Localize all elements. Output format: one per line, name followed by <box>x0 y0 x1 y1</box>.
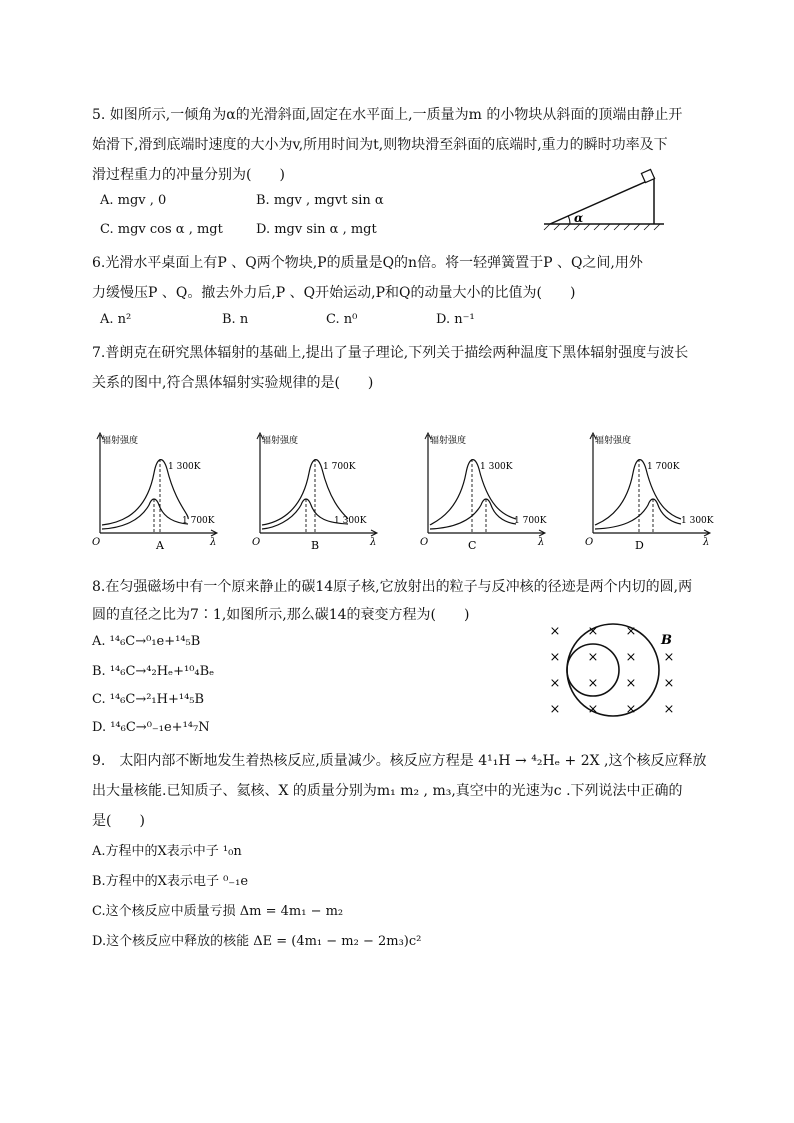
graph-origin: O <box>92 537 101 548</box>
graph-d <box>585 425 715 550</box>
q8-option-a: A. ¹⁴₆C→⁰₁e+¹⁴₅B <box>92 634 201 649</box>
field-cross: × <box>549 650 561 665</box>
graph-low-label: 1 700K <box>182 516 215 526</box>
graph-ylabel: 辐射强度 <box>102 436 139 446</box>
q9-line-1: 9. 太阳内部不断地发生着热核反应,质量减少。核反应方程是 4¹₁H → ⁴₂Hₑ + 2X ,这个核反应释放 <box>92 753 707 769</box>
graph-letter: A <box>156 539 164 550</box>
graph-xlabel: λ <box>210 537 217 548</box>
field-cross: × <box>587 676 599 691</box>
q8-option-b: B. ¹⁴₆C→⁴₂Hₑ+¹⁰₄Bₑ <box>92 664 215 679</box>
field-cross: × <box>549 676 561 691</box>
graph-ylabel: 辐射强度 <box>595 436 632 446</box>
q5-line-1: 5. 如图所示,一倾角为α的光滑斜面,固定在水平面上,一质量为m 的小物块从斜面的顶端由静止开 <box>92 107 683 123</box>
q8-option-c: C. ¹⁴₆C→²₁H+¹⁴₅B <box>92 692 205 707</box>
q6-line-2: 力缓慢压P 、Q。撤去外力后,P 、Q开始运动,P和Q的动量大小的比值为( ) <box>92 285 576 301</box>
graph-high-label: 1 700K <box>323 462 356 472</box>
graph-high-label: 1 300K <box>168 462 201 472</box>
graph-letter: D <box>635 539 644 550</box>
field-cross: × <box>625 702 637 717</box>
q6-line-1: 6.光滑水平桌面上有P 、Q两个物块,P的质量是Q的n倍。将一轻弹簧置于P 、Q之间,用外 <box>92 255 643 271</box>
magnetic-field-figure <box>545 620 685 720</box>
field-cross: × <box>587 624 599 639</box>
q9-option-c: C.这个核反应中质量亏损 Δm = 4m₁ − m₂ <box>92 904 344 919</box>
q5-option-c: C. mgv cos α , mgt <box>100 222 223 237</box>
q9-line-2: 出大量核能.已知质子、氦核、X 的质量分别为m₁ m₂ , m₃,真空中的光速为c .下列说法中正确的 <box>92 783 683 799</box>
q9-option-d: D.这个核反应中释放的核能 ΔE = (4m₁ − m₂ − 2m₃)c² <box>92 934 422 949</box>
field-cross: × <box>549 624 561 639</box>
graph-xlabel: λ <box>370 537 377 548</box>
field-cross: × <box>663 650 675 665</box>
field-cross: × <box>625 650 637 665</box>
q5-line-2: 始滑下,滑到底端时速度的大小为v,所用时间为t,则物块滑至斜面的底端时,重力的瞬时功率及下 <box>92 137 668 153</box>
q9-option-b: B.方程中的X表示电子 ⁰₋₁e <box>92 874 249 889</box>
field-cross: × <box>663 702 675 717</box>
q6-option-c: C. n⁰ <box>326 312 358 327</box>
graph-high-label: 1 700K <box>647 462 680 472</box>
graph-high-label: 1 300K <box>480 462 513 472</box>
graph-low-label: 1 300K <box>681 516 714 526</box>
graph-low-label: 1 300K <box>334 516 367 526</box>
field-cross: × <box>587 650 599 665</box>
q7-line-2: 关系的图中,符合黑体辐射实验规律的是( ) <box>92 375 374 391</box>
field-cross: × <box>625 624 637 639</box>
field-cross: × <box>625 676 637 691</box>
graph-low-label: 1 700K <box>514 516 547 526</box>
field-cross: × <box>663 676 675 691</box>
graph-origin: O <box>585 537 594 548</box>
q9-line-3: 是( ) <box>92 813 145 829</box>
q8-line-1: 8.在匀强磁场中有一个原来静止的碳14原子核,它放射出的粒子与反冲核的径迹是两个内切的圆,两 <box>92 579 693 595</box>
q5-option-a: A. mgv , 0 <box>100 193 167 208</box>
graph-ylabel: 辐射强度 <box>430 436 467 446</box>
graph-a <box>92 425 222 550</box>
field-cross: × <box>549 702 561 717</box>
q5-line-3: 滑过程重力的冲量分别为( ) <box>92 167 285 183</box>
q8-line-2: 圆的直径之比为7∶1,如图所示,那么碳14的衰变方程为( ) <box>92 607 470 623</box>
q6-option-a: A. n² <box>100 312 132 327</box>
graph-origin: O <box>252 537 261 548</box>
q6-option-d: D. n⁻¹ <box>436 312 475 327</box>
graph-ylabel: 辐射强度 <box>262 436 299 446</box>
graph-letter: B <box>311 539 320 550</box>
q5-option-b: B. mgv , mgvt sin α <box>256 193 384 208</box>
q5-option-d: D. mgv sin α , mgt <box>256 222 377 237</box>
graph-b <box>252 425 382 550</box>
q7-line-1: 7.普朗克在研究黑体辐射的基础上,提出了量子理论,下列关于描绘两种温度下黑体辐射强度与波长 <box>92 345 689 361</box>
field-cross: × <box>587 702 599 717</box>
incline-angle-label: α <box>574 211 584 225</box>
incline-figure <box>540 160 670 232</box>
q8-option-d: D. ¹⁴₆C→⁰₋₁e+¹⁴₇N <box>92 720 210 735</box>
q9-option-a: A.方程中的X表示中子 ¹₀n <box>92 844 242 859</box>
graph-xlabel: λ <box>703 537 710 548</box>
graph-origin: O <box>420 537 429 548</box>
graph-c <box>420 425 550 550</box>
graph-letter: C <box>468 539 477 550</box>
q6-option-b: B. n <box>222 312 249 327</box>
graph-xlabel: λ <box>538 537 545 548</box>
field-label: B <box>661 633 672 648</box>
